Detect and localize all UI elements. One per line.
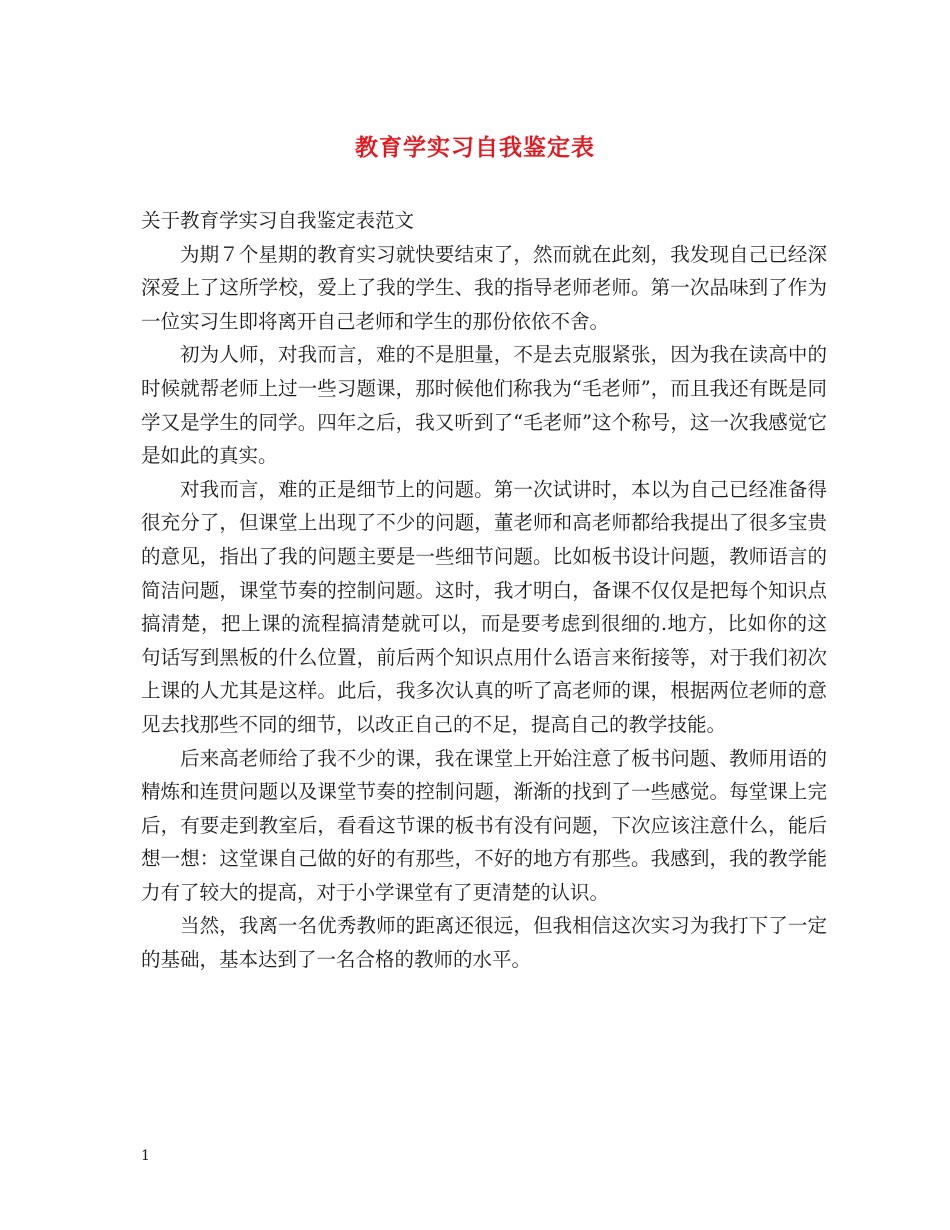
- paragraph-4: 后来高老师给了我不少的课，我在课堂上开始注意了板书问题、教师用语的精炼和连贯问题以及课堂节奏的控制问题，渐渐的找到了一些感觉。每堂课上完后，有要走到教室后，看看这节课的板书有没有问题，下次应该注意什么，能后想一想：这堂课自己做的好的有那些，不好的地方有那些。我感到，我的教学能力有了较大的提高，对于小学课堂有了更清楚的认识。: [141, 746, 827, 904]
- paragraph-3: 对我而言，难的正是细节上的问题。第一次试讲时，本以为自己已经准备得很充分了，但课堂上出现了不少的问题，董老师和高老师都给我提出了很多宝贵的意见，指出了我的问题主要是一些细节问题。比如板书设计问题，教师语言的简洁问题，课堂节奏的控制问题。这时，我才明白，备课不仅仅是把每个知识点搞清楚，把上课的流程搞清楚就可以，而是要考虑到很细的.地方，比如你的这句话写到黑板的什么位置，前后两个知识点用什么语言来衔接等，对于我们初次上课的人尤其是这样。此后，我多次认真的听了高老师的课，根据两位老师的意见去找那些不同的细节，以改正自己的不足，提高自己的教学技能。: [141, 477, 827, 736]
- intro-line: 关于教育学实习自我鉴定表范文: [141, 209, 415, 232]
- page-number: 1: [141, 1148, 150, 1164]
- paragraph-1: 为期７个星期的教育实习就快要结束了，然而就在此刻，我发现自己已经深深爱上了这所学校，爱上了我的学生、我的指导老师老师。第一次品味到了作为一位实习生即将离开自己老师和学生的那份依依不舍。: [141, 242, 827, 333]
- document-title: 教育学实习自我鉴定表: [355, 134, 595, 161]
- paragraph-2: 初为人师，对我而言，难的不是胆量，不是去克服紧张，因为我在读高中的时候就帮老师上过一些习题课，那时候他们称我为“毛老师”，而且我还有既是同学又是学生的同学。四年之后，我又听到了“毛老师”这个称号，这一次我感觉它是如此的真实。: [141, 343, 827, 468]
- paragraph-5: 当然，我离一名优秀教师的距离还很远，但我相信这次实习为我打下了一定的基础，基本达到了一名合格的教师的水平。: [141, 914, 827, 972]
- document-body: [141, 204, 827, 977]
